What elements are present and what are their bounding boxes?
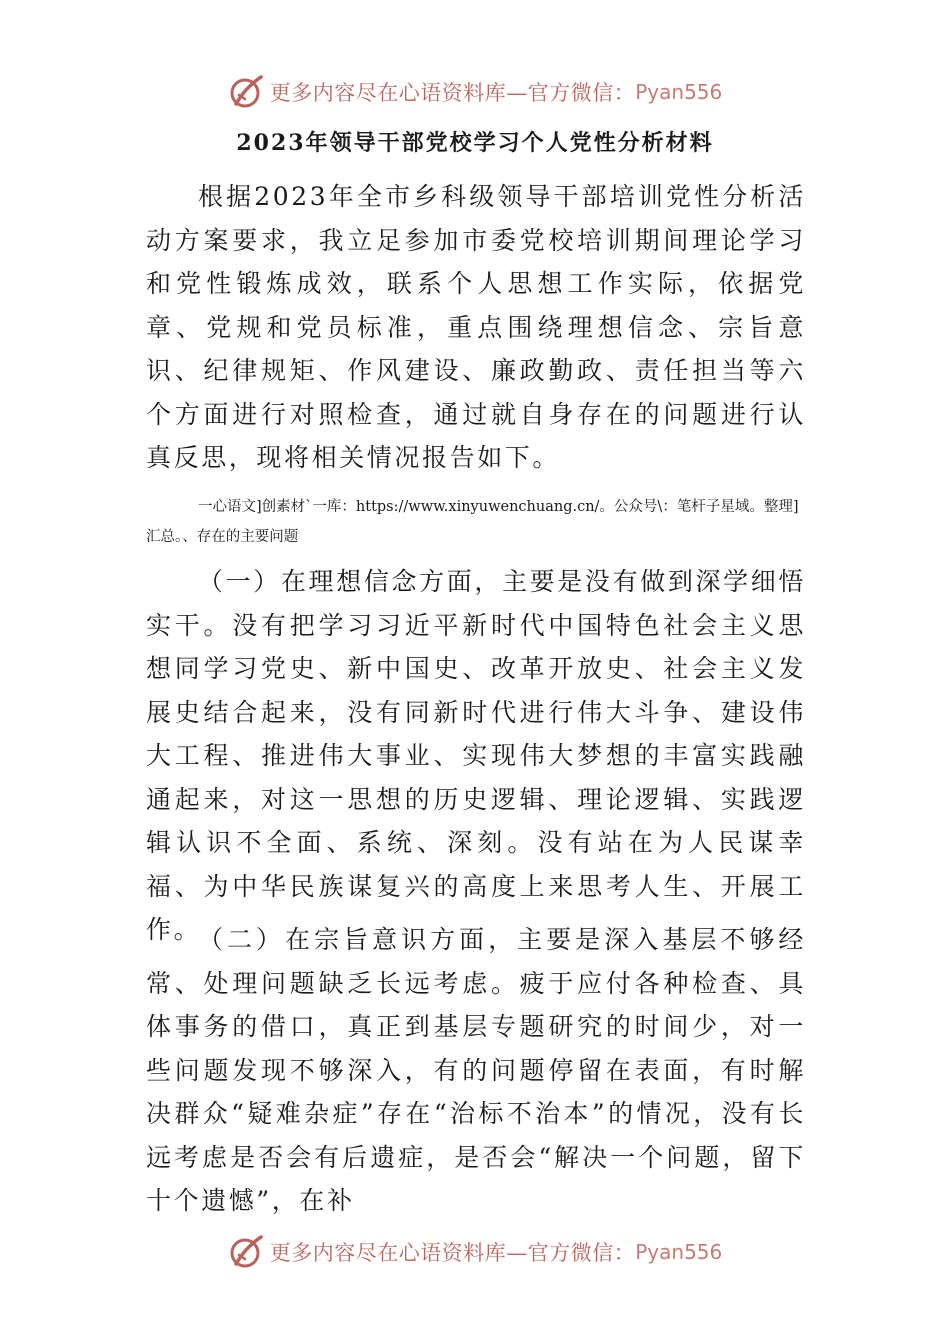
watermark-wechat-id: Pyan556: [635, 80, 723, 104]
brush-logo-icon: [228, 74, 264, 110]
section-ideals-paragraph: （一）在理想信念方面，主要是没有做到深学细悟实干。没有把学习习近平新时代中国特色社会主义思想同学习党史、新中国史、改革开放史、社会主义发展史结合起来，没有同新时代进行伟大斗争、建设伟大工程、推进伟大事业、实现伟大梦想的丰富实践融通起来，对这一思想的历史逻辑、理论逻辑、实践逻辑认识不全面、系统、深刻。没有站在为人民谋幸福、为中华民族谋复兴的高度上来思考人生、开展工作。: [146, 567, 806, 944]
watermark-header: [0, 70, 950, 114]
intro-paragraph: 根据2023年全市乡科级领导干部培训党性分析活动方案要求，我立足参加市委党校培训期间理论学习和党性锻炼成效，联系个人思想工作实际，依据党章、党规和党员标准，重点围绕理想信念、宗旨意识、纪律规矩、作风建设、廉政勤政、责任担当等六个方面进行对照检查，通过就自身存在的问题进行认真反思，现将相关情况报告如下。: [146, 182, 806, 472]
brush-logo-icon: [228, 1234, 264, 1270]
document-title: 2023年领导干部党校学习个人党性分析材料: [236, 130, 714, 156]
section-purpose-paragraph: （二）在宗旨意识方面，主要是深入基层不够经常、处理问题缺乏长远考虑。疲于应付各种检查、具体事务的借口，真正到基层专题研究的时间少，对一些问题发现不够深入，有的问题停留在表面，有时解决群众“疑难杂症”存在“治标不治本”的情况，没有长远考虑是否会有后遗症，是否会“解决一个问题，留下十个遗憾”，在补: [146, 925, 806, 1215]
watermark-text: 更多内容尽在心语资料库—官方微信：: [269, 1241, 636, 1265]
watermark-text: 更多内容尽在心语资料库—官方微信：: [269, 81, 636, 105]
watermark-wechat-id: Pyan556: [635, 1240, 723, 1264]
source-note: 一心语文]创素材`一库：https://www.xinyuwenchuang.cn/。公众号\：笔杆子星域。整理]汇总。、存在的主要问题: [146, 499, 799, 545]
watermark-footer: [0, 1230, 950, 1274]
